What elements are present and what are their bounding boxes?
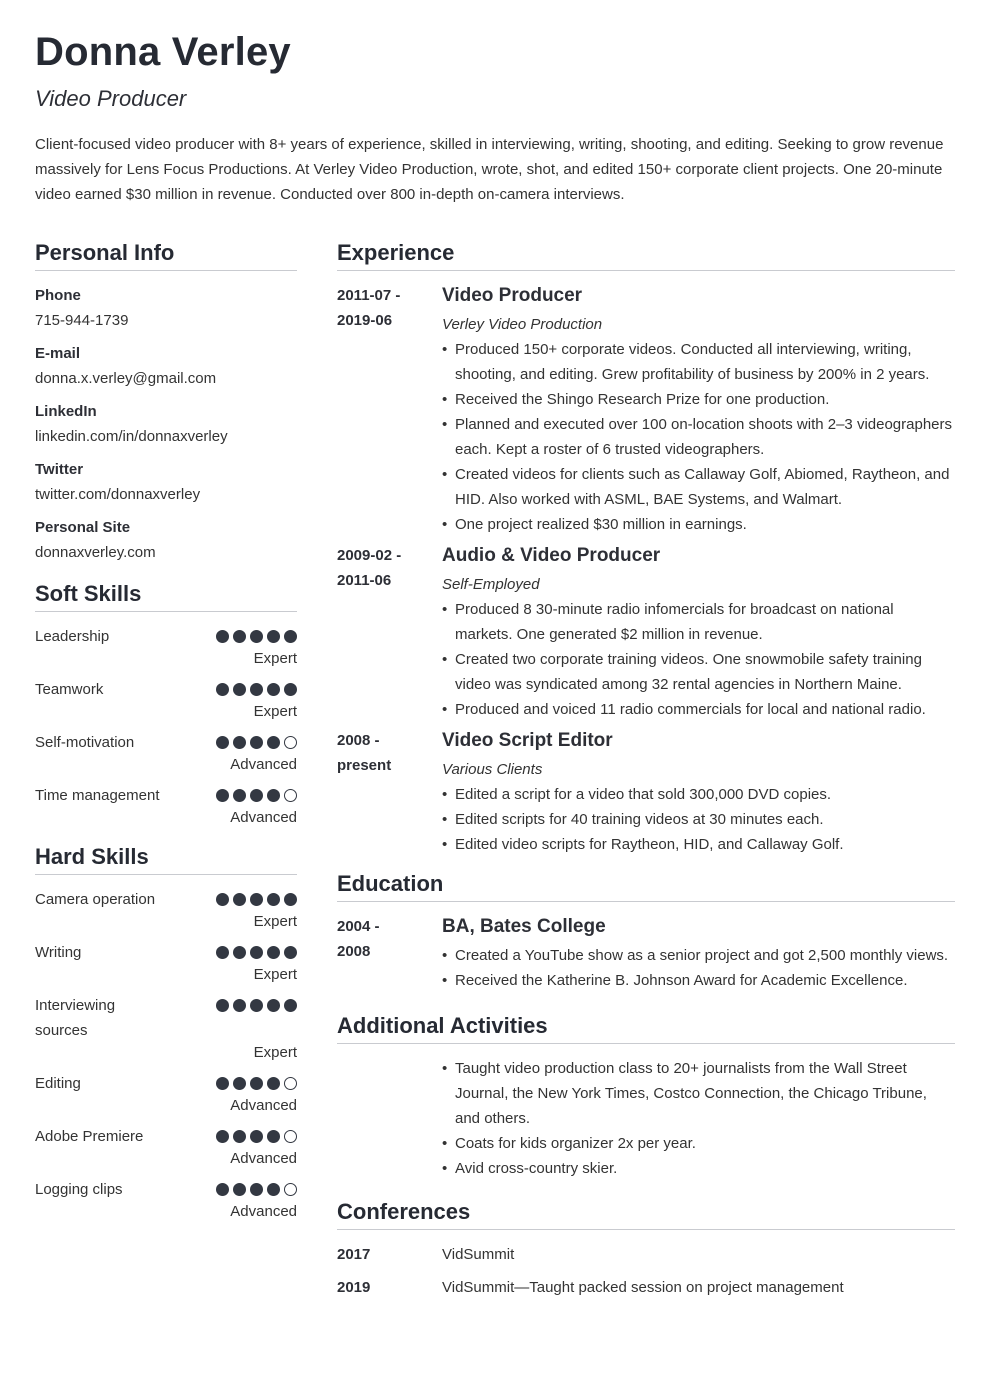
filled-dot-icon xyxy=(216,1130,229,1143)
filled-dot-icon xyxy=(267,789,280,802)
skill-row xyxy=(35,783,297,808)
bullet-item: • Edited scripts for 40 training videos at 30 minutes each. xyxy=(442,807,955,832)
skill-level: Expert xyxy=(253,650,297,667)
bullet-item: • Edited a script for a video that sold 300,000 DVD copies. xyxy=(442,782,955,807)
skill-item xyxy=(35,1124,297,1169)
entry-title: Video Producer xyxy=(442,285,583,306)
skill-level: Advanced xyxy=(230,809,297,826)
skill-level: Expert xyxy=(253,966,297,983)
resume-role: Video Producer xyxy=(35,86,187,111)
skill-row xyxy=(35,1177,297,1202)
activities-entry xyxy=(337,1056,955,1181)
experience-heading: Experience xyxy=(337,240,955,271)
skill-rating xyxy=(216,789,297,802)
filled-dot-icon xyxy=(267,736,280,749)
activities-date-spacer xyxy=(337,1056,442,1181)
empty-dot-icon xyxy=(284,1183,297,1196)
entry-date-end: 2011-06 xyxy=(337,572,392,589)
filled-dot-icon xyxy=(233,1183,246,1196)
bullet-item: • Produced and voiced 11 radio commercials for local and national radio. xyxy=(442,697,955,722)
hard-skills-heading: Hard Skills xyxy=(35,844,297,875)
entry-date-start: 2008 - xyxy=(337,732,380,749)
skill-row xyxy=(35,1071,297,1096)
conference-text: VidSummit xyxy=(442,1246,515,1263)
entry-org: Self-Employed xyxy=(442,576,540,593)
soft-skills-heading: Soft Skills xyxy=(35,581,297,612)
filled-dot-icon xyxy=(233,893,246,906)
skill-name: Interviewing sources xyxy=(35,997,116,1039)
info-value[interactable]: twitter.com/donnaxverley xyxy=(35,486,201,503)
info-value[interactable]: donna.x.verley@gmail.com xyxy=(35,370,217,387)
entry-title: Video Script Editor xyxy=(442,730,613,751)
skill-row xyxy=(35,940,297,965)
filled-dot-icon xyxy=(284,683,297,696)
filled-dot-icon xyxy=(216,630,229,643)
info-label: Twitter xyxy=(35,461,84,478)
conference-text: VidSummit—Taught packed session on project management xyxy=(442,1279,844,1296)
skill-level: Expert xyxy=(253,1044,297,1061)
filled-dot-icon xyxy=(250,1183,263,1196)
info-label: E-mail xyxy=(35,345,81,362)
bullet-item: • Edited video scripts for Raytheon, HID, and Callaway Golf. xyxy=(442,832,955,857)
entry xyxy=(337,543,955,722)
experience-list xyxy=(337,283,955,857)
entry-date xyxy=(337,914,442,993)
skill-item xyxy=(35,993,297,1063)
bullet-item: • Created videos for clients such as Callaway Golf, Abiomed, Raytheon, and HID. Also worked with ASML, BAE Systems, and Walmart. xyxy=(442,462,955,512)
right-column xyxy=(337,240,955,1308)
skill-item xyxy=(35,730,297,775)
filled-dot-icon xyxy=(250,1077,263,1090)
info-value[interactable]: donnaxverley.com xyxy=(35,544,156,561)
skill-rating xyxy=(216,1183,297,1196)
skill-rating xyxy=(216,946,297,959)
filled-dot-icon xyxy=(267,946,280,959)
filled-dot-icon xyxy=(250,1130,263,1143)
bullet-item: • Produced 150+ corporate videos. Conducted all interviewing, writing, shooting, and editing. Grew profitability of business by 200% in 2 years. xyxy=(442,337,955,387)
entry-date xyxy=(337,283,442,537)
skill-level: Advanced xyxy=(230,1203,297,1220)
bullet-item: • Produced 8 30-minute radio infomercials for broadcast on national markets. One generated $2 million in revenue. xyxy=(442,597,955,647)
filled-dot-icon xyxy=(267,1130,280,1143)
filled-dot-icon xyxy=(284,999,297,1012)
empty-dot-icon xyxy=(284,789,297,802)
education-list xyxy=(337,914,955,993)
filled-dot-icon xyxy=(216,1077,229,1090)
entry-title: Audio & Video Producer xyxy=(442,545,661,566)
skill-name: Leadership xyxy=(35,628,110,645)
info-label: Personal Site xyxy=(35,519,131,536)
entry xyxy=(337,914,955,993)
info-label: Phone xyxy=(35,287,81,304)
skill-rating xyxy=(216,999,297,1012)
skill-rating xyxy=(216,893,297,906)
skill-item xyxy=(35,887,297,932)
filled-dot-icon xyxy=(284,946,297,959)
skill-item xyxy=(35,624,297,669)
bullet-item: • Planned and executed over 100 on-location shoots with 2–3 videographers each. Kept a roster of 6 trusted videographers. xyxy=(442,412,955,462)
filled-dot-icon xyxy=(250,630,263,643)
filled-dot-icon xyxy=(250,736,263,749)
skill-row xyxy=(35,887,297,912)
filled-dot-icon xyxy=(267,1077,280,1090)
bullet-item: • Coats for kids organizer 2x per year. xyxy=(442,1131,955,1156)
filled-dot-icon xyxy=(216,999,229,1012)
left-column xyxy=(35,240,297,1230)
entry-bullets xyxy=(442,597,955,722)
skill-level: Advanced xyxy=(230,756,297,773)
filled-dot-icon xyxy=(216,946,229,959)
entry-date-end: 2008 xyxy=(337,943,371,960)
info-label: LinkedIn xyxy=(35,403,97,420)
skill-name: Logging clips xyxy=(35,1181,123,1198)
bullet-item: • Created a YouTube show as a senior project and got 2,500 monthly views. xyxy=(442,943,955,968)
entry xyxy=(337,728,955,857)
personal-info-heading: Personal Info xyxy=(35,240,297,271)
filled-dot-icon xyxy=(216,893,229,906)
bullet-item: • Taught video production class to 20+ journalists from the Wall Street Journal, the New York Times, Costco Connection, the Chicago Tribune, and others. xyxy=(442,1056,955,1131)
conference-year: 2019 xyxy=(337,1279,371,1296)
filled-dot-icon xyxy=(267,893,280,906)
skill-name: Writing xyxy=(35,944,82,961)
skill-name: Adobe Premiere xyxy=(35,1128,144,1145)
filled-dot-icon xyxy=(250,683,263,696)
filled-dot-icon xyxy=(233,736,246,749)
entry-date xyxy=(337,728,442,857)
filled-dot-icon xyxy=(233,683,246,696)
skill-rating xyxy=(216,1130,297,1143)
info-value: 715-944-1739 xyxy=(35,312,129,329)
skill-row xyxy=(35,730,297,755)
filled-dot-icon xyxy=(233,946,246,959)
skill-name: Time management xyxy=(35,787,160,804)
filled-dot-icon xyxy=(216,736,229,749)
entry-bullets xyxy=(442,943,955,993)
entry-date-end: 2019-06 xyxy=(337,312,393,329)
conferences-list xyxy=(337,1242,955,1300)
skill-rating xyxy=(216,683,297,696)
entry-date-start: 2004 - xyxy=(337,918,380,935)
empty-dot-icon xyxy=(284,1130,297,1143)
filled-dot-icon xyxy=(216,683,229,696)
info-value[interactable]: linkedin.com/in/donnaxverley xyxy=(35,428,228,445)
personal-info-list xyxy=(35,283,297,565)
entry-body xyxy=(442,728,955,857)
skill-item xyxy=(35,1071,297,1116)
entry-body xyxy=(442,283,955,537)
filled-dot-icon xyxy=(267,1183,280,1196)
entry-date-start: 2011-07 - xyxy=(337,287,401,304)
filled-dot-icon xyxy=(233,999,246,1012)
activities-bullets xyxy=(442,1056,955,1181)
entry-date-end: present xyxy=(337,757,392,774)
skill-name: Camera operation xyxy=(35,891,156,908)
skill-row xyxy=(35,1124,297,1149)
skill-name: Teamwork xyxy=(35,681,104,698)
entry-body xyxy=(442,543,955,722)
filled-dot-icon xyxy=(250,946,263,959)
skill-level: Expert xyxy=(253,913,297,930)
entry-org: Verley Video Production xyxy=(442,316,603,333)
entry-date-start: 2009-02 - xyxy=(337,547,402,564)
entry-body xyxy=(442,914,955,993)
conference-year: 2017 xyxy=(337,1246,371,1263)
skill-item xyxy=(35,783,297,828)
skill-row xyxy=(35,677,297,702)
filled-dot-icon xyxy=(216,1183,229,1196)
entry-bullets xyxy=(442,337,955,537)
entry-date xyxy=(337,543,442,722)
bullet-item: • Received the Katherine B. Johnson Award for Academic Excellence. xyxy=(442,968,955,993)
hard-skills-list xyxy=(35,887,297,1222)
resume-summary: Client-focused video producer with 8+ years of experience, skilled in interviewing, writing, shooting, and editing. Seeking to grow revenue massively for Lens Focus Productions. At Verley Video Production, wrote, shot, and edited 150+ corporate client projects. One 20-minute video earned $30 million in revenue. Conducted over 800 in-depth on-camera interviews. xyxy=(35,136,944,203)
resume-name: Donna Verley xyxy=(35,30,291,74)
entry-bullets xyxy=(442,782,955,857)
bullet-item: • Created two corporate training videos. One snowmobile safety training video was syndicated among 32 rental agencies in Northern Maine. xyxy=(442,647,955,697)
empty-dot-icon xyxy=(284,736,297,749)
bullet-item: • Avid cross-country skier. xyxy=(442,1156,955,1181)
conference-row xyxy=(337,1275,955,1300)
entry xyxy=(337,283,955,537)
skill-item xyxy=(35,940,297,985)
filled-dot-icon xyxy=(267,630,280,643)
filled-dot-icon xyxy=(216,789,229,802)
filled-dot-icon xyxy=(233,1077,246,1090)
soft-skills-list xyxy=(35,624,297,828)
skill-rating xyxy=(216,736,297,749)
filled-dot-icon xyxy=(267,683,280,696)
bullet-item: • One project realized $30 million in earnings. xyxy=(442,512,955,537)
skill-rating xyxy=(216,1077,297,1090)
filled-dot-icon xyxy=(233,789,246,802)
skill-item xyxy=(35,677,297,722)
skill-rating xyxy=(216,630,297,643)
conference-row xyxy=(337,1242,955,1267)
filled-dot-icon xyxy=(267,999,280,1012)
skill-item xyxy=(35,1177,297,1222)
filled-dot-icon xyxy=(233,630,246,643)
entry-title: BA, Bates College xyxy=(442,916,606,937)
activities-heading: Additional Activities xyxy=(337,1013,955,1044)
filled-dot-icon xyxy=(233,1130,246,1143)
skill-level: Expert xyxy=(253,703,297,720)
filled-dot-icon xyxy=(250,893,263,906)
empty-dot-icon xyxy=(284,1077,297,1090)
conferences-heading: Conferences xyxy=(337,1199,955,1230)
skill-name: Self-motivation xyxy=(35,734,135,751)
skill-level: Advanced xyxy=(230,1150,297,1167)
filled-dot-icon xyxy=(250,789,263,802)
entry-org: Various Clients xyxy=(442,761,543,778)
education-heading: Education xyxy=(337,871,955,902)
skill-name: Editing xyxy=(35,1075,81,1092)
bullet-item: • Received the Shingo Research Prize for one production. xyxy=(442,387,955,412)
filled-dot-icon xyxy=(250,999,263,1012)
skill-level: Advanced xyxy=(230,1097,297,1114)
skill-row xyxy=(35,624,297,649)
filled-dot-icon xyxy=(284,630,297,643)
skill-row xyxy=(35,993,297,1043)
filled-dot-icon xyxy=(284,893,297,906)
